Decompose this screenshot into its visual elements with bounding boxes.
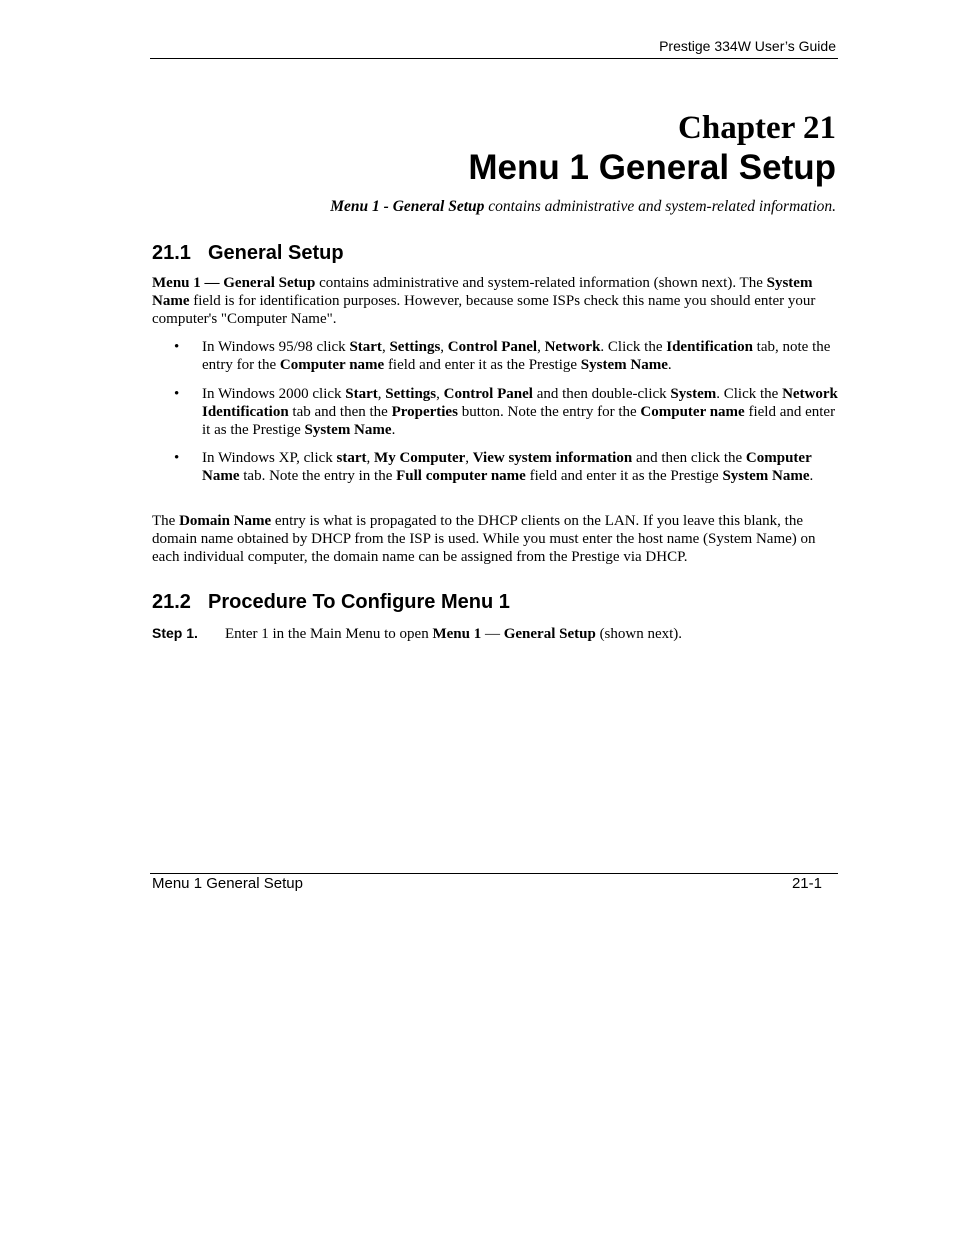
bold-text: System Name	[152, 275, 813, 309]
text: .	[809, 468, 814, 484]
text: contains administrative and system-related information (shown next). The	[315, 275, 767, 291]
intro-bold: Menu 1 - General Setup	[330, 198, 485, 215]
bold-text: Network Identification	[202, 386, 838, 420]
step-1	[152, 624, 838, 643]
text: field and enter it as the Prestige	[202, 404, 836, 438]
bold-text: Control Panel	[447, 339, 538, 355]
bullet-icon: •	[174, 386, 180, 402]
bold-text: System Name	[304, 422, 392, 438]
text: ,	[381, 339, 390, 355]
list-item	[174, 385, 838, 439]
text: .	[667, 357, 672, 373]
section-number: 21.2	[152, 591, 191, 613]
bold-text: General Setup	[503, 626, 596, 642]
page-number: 21-1	[791, 875, 822, 892]
text: .	[391, 422, 396, 438]
text: and then click the	[632, 450, 746, 466]
section-heading-procedure	[152, 590, 510, 614]
text: tab and then the	[288, 404, 392, 420]
bold-text: Full computer name	[396, 468, 526, 484]
bold-text: Network	[544, 339, 601, 355]
footer-rule	[150, 873, 838, 874]
text: field is for identification purposes. However, because some ISPs check this name you should enter your computer's "Computer Name".	[152, 293, 816, 327]
bold-text: Computer name	[279, 357, 385, 373]
text: field and enter it as the Prestige	[384, 357, 581, 373]
paragraph-domain-name	[152, 512, 838, 566]
bold-text: Menu 1 — General Setup	[152, 275, 316, 291]
bold-text: System	[670, 386, 717, 402]
text: entry is what is propagated to the DHCP clients on the LAN. If you leave this blank, the domain name obtained by DHCP from the ISP is used. While you must enter the host name (System Name) on each individual computer, the domain name can be assigned from the Prestige via DHCP.	[152, 513, 816, 565]
bullet-icon: •	[174, 450, 180, 466]
bold-text: System Name	[722, 468, 810, 484]
text: tab, note the entry for the	[202, 339, 831, 373]
text: and then double-click	[532, 386, 671, 402]
section-title: Procedure To Configure Menu 1	[208, 591, 510, 613]
running-header: Prestige 334W User’s Guide	[659, 38, 836, 54]
bold-text: Properties	[391, 404, 458, 420]
text: ,	[377, 386, 386, 402]
bold-text: Computer name	[640, 404, 745, 420]
header-rule	[150, 58, 838, 59]
text: ,	[436, 386, 444, 402]
bold-text: Start	[345, 386, 378, 402]
paragraph-intro	[152, 274, 838, 328]
intro-text: contains administrative and system-related information.	[484, 198, 836, 215]
bold-text: Identification	[666, 339, 753, 355]
list-item	[174, 449, 838, 485]
text: In Windows 95/98 click	[202, 339, 350, 355]
bold-text: My Computer	[374, 450, 466, 466]
text: ,	[366, 450, 375, 466]
text: ,	[440, 339, 448, 355]
bold-text: Start	[349, 339, 382, 355]
step-label: Step 1.	[152, 625, 198, 641]
text: Enter 1 in the Main Menu to open	[225, 626, 433, 642]
section-heading-general-setup	[152, 241, 344, 265]
text: In Windows XP, click	[202, 450, 337, 466]
bold-text: Settings	[389, 339, 441, 355]
bold-text: System Name	[580, 357, 668, 373]
footer-title: Menu 1 General Setup	[152, 875, 303, 892]
text: ,	[537, 339, 545, 355]
section-number: 21.1	[152, 242, 191, 264]
bold-text: Control Panel	[443, 386, 533, 402]
bold-text: Domain Name	[179, 513, 272, 529]
text: —	[481, 626, 504, 642]
text: tab. Note the entry in the	[239, 468, 397, 484]
text: (shown next).	[595, 626, 683, 642]
section-title: General Setup	[208, 242, 344, 264]
bold-text: Settings	[385, 386, 437, 402]
text: button. Note the entry for the	[457, 404, 641, 420]
text: field and enter it as the Prestige	[525, 468, 723, 484]
chapter-intro	[150, 198, 836, 216]
bold-text: View system information	[472, 450, 633, 466]
chapter-number: Chapter 21	[678, 110, 836, 146]
bold-text: Computer Name	[202, 450, 812, 484]
bold-text: Menu 1	[432, 626, 482, 642]
text: . Click the	[716, 386, 783, 402]
text: ,	[465, 450, 473, 466]
bold-text: start	[336, 450, 367, 466]
text: In Windows 2000 click	[202, 386, 346, 402]
text: The	[152, 513, 180, 529]
list-item	[174, 338, 838, 374]
text: . Click the	[600, 339, 667, 355]
bullet-icon: •	[174, 339, 180, 355]
chapter-title: Menu 1 General Setup	[468, 148, 836, 187]
